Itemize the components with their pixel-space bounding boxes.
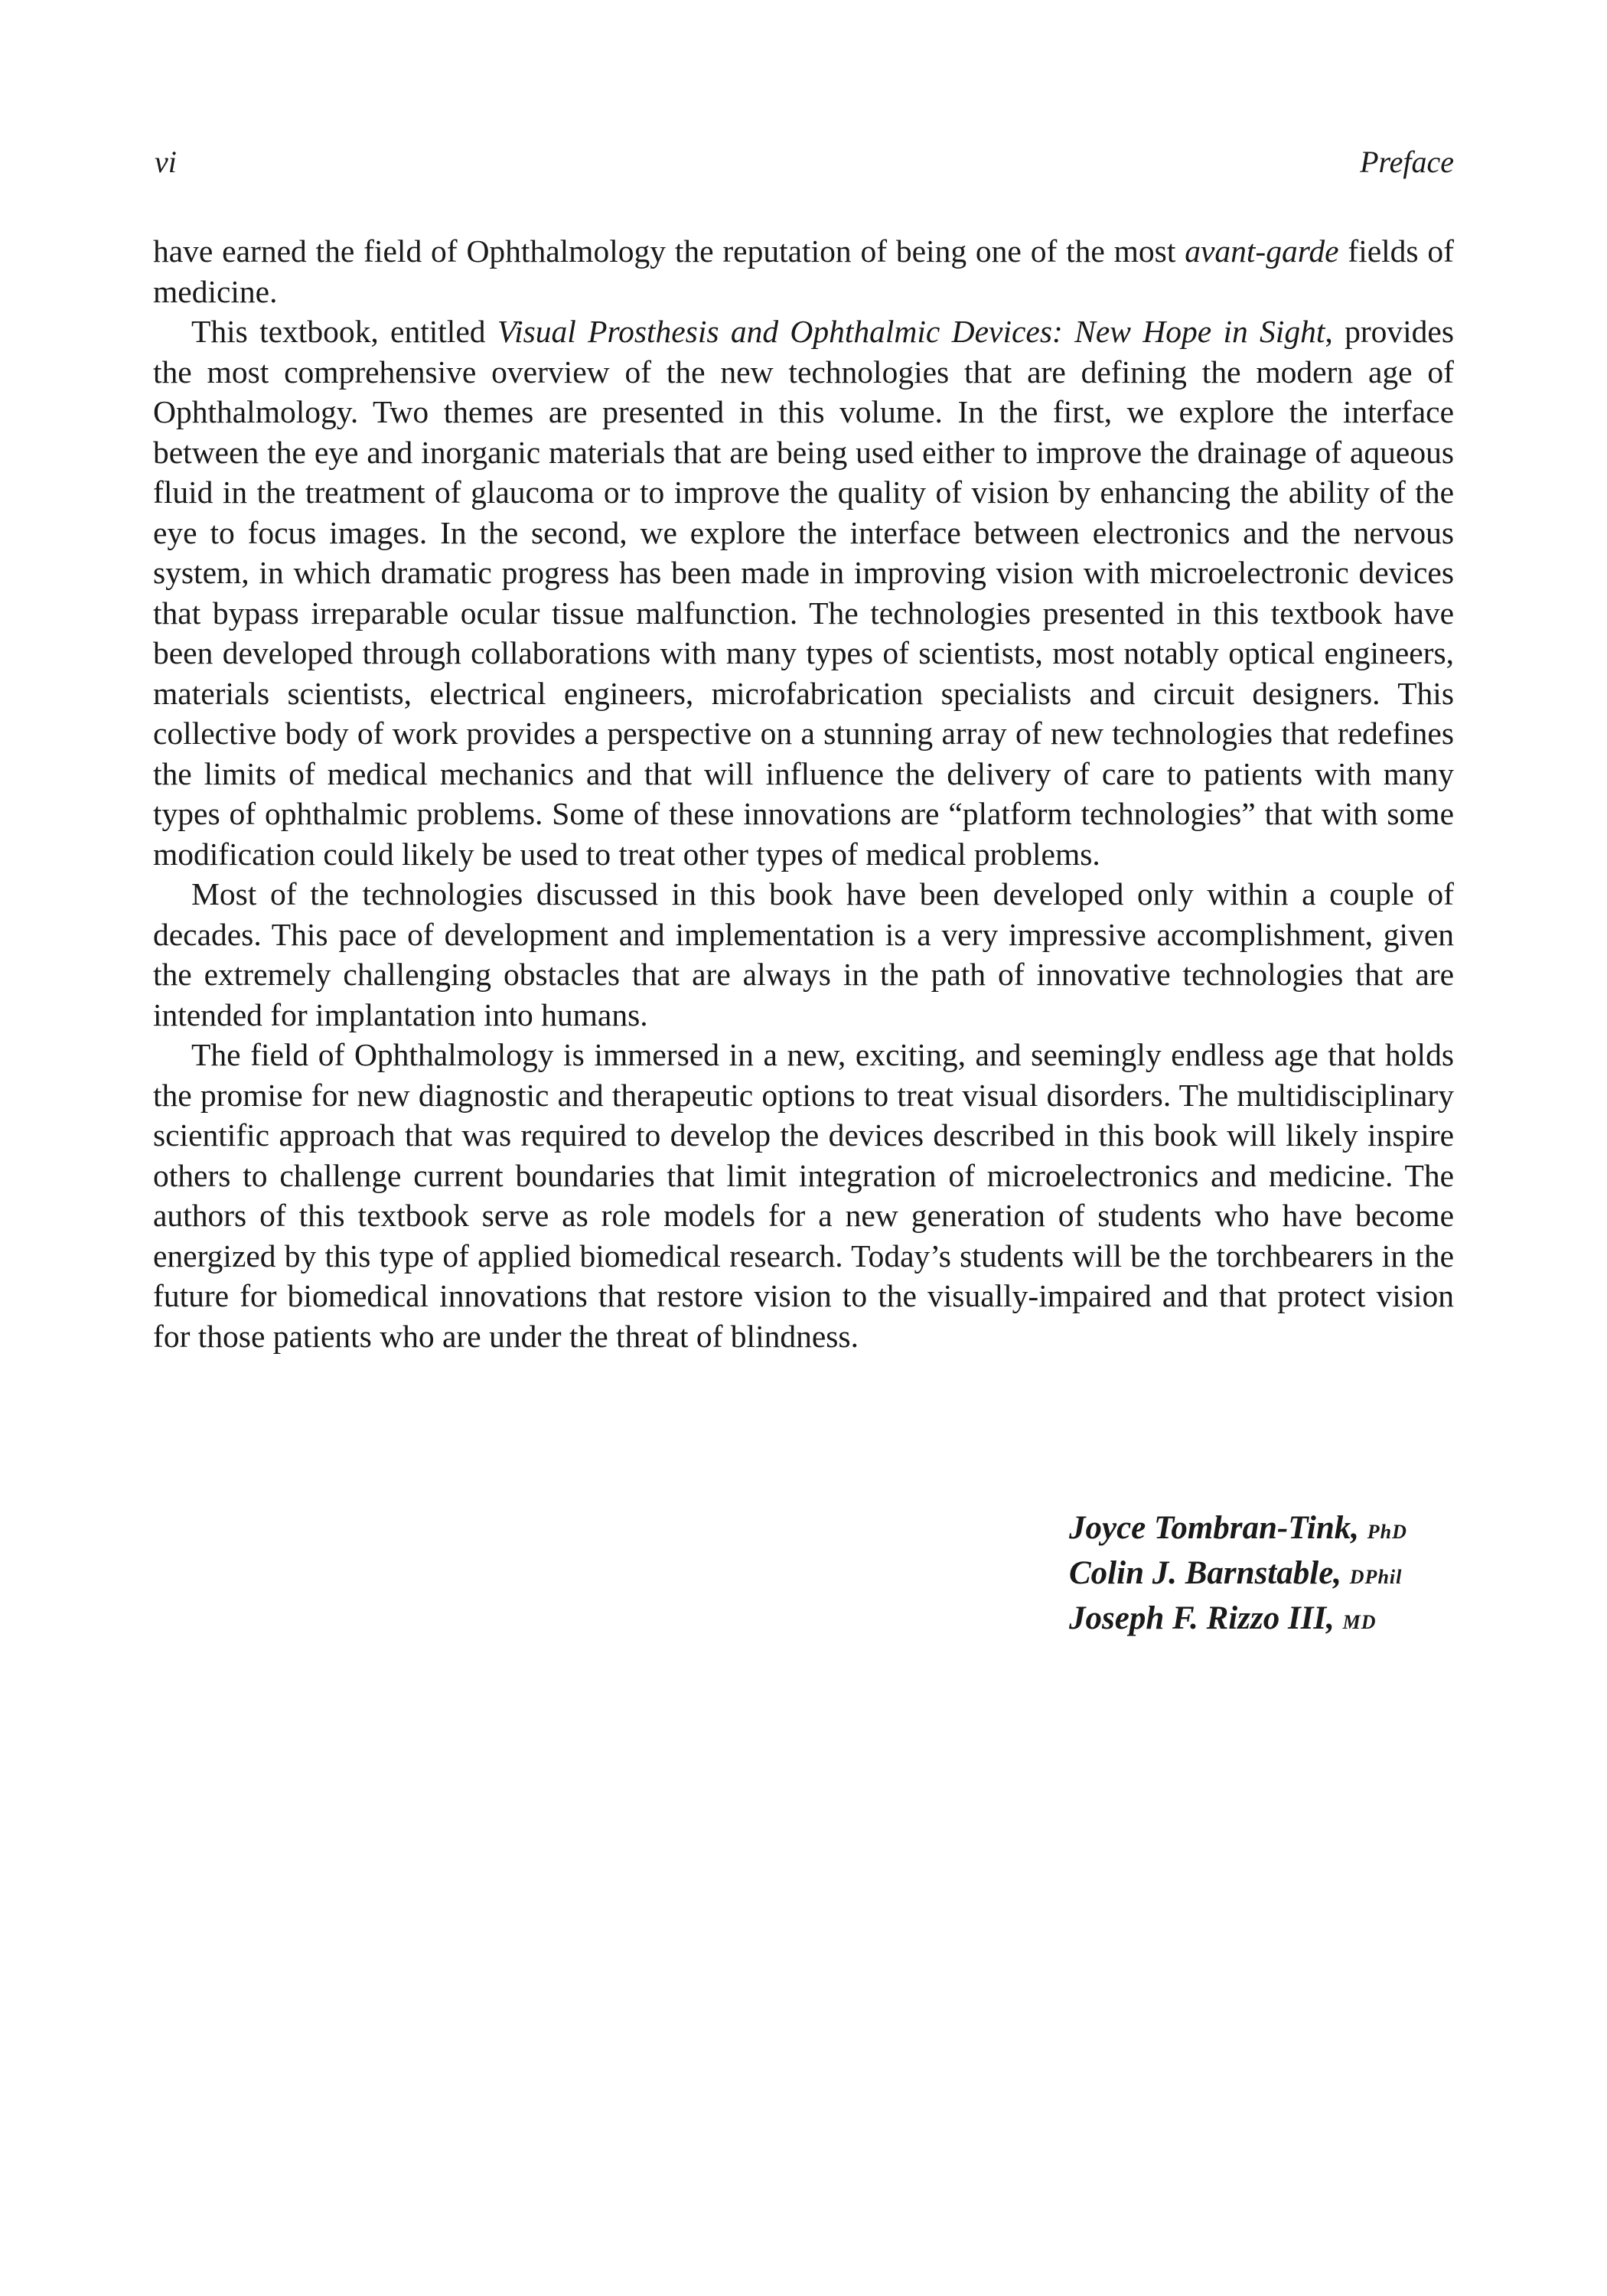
paragraph-2	[153, 311, 1454, 874]
paragraph-1-text-b: fields of medicine.	[153, 233, 1454, 309]
signature-3	[1069, 1598, 1467, 1643]
signature-1-name: Joyce Tombran-Tink,	[1069, 1510, 1360, 1546]
signature-2-degree: DPhil	[1349, 1566, 1403, 1588]
paragraph-1-text-a: have earned the field of Ophthalmology the reputation of being one of the most	[153, 233, 1185, 269]
paragraph-2-text-b: , provides the most comprehensive overview of the new technologies that are defining the modern age of Ophthalmology. Two themes are presented in this volume. In the first, we explore the interface between the eye and inorganic materials that are being used either to improve the drainage of aqueous fluid in the treatment of glaucoma or to improve the quality of vision by enhancing the ability of the eye to focus images. In the second, we explore the interface between electronics and the nervous system, in which dramatic progress has been made in improving vision with microelectronic devices that bypass irreparable ocular tissue malfunction. The technologies presented in this textbook have been developed through collaborations with many types of scientists, most notably optical engineers, materials scientists, electrical engineers, microfabrication specialists and circuit designers. This collective body of work provides a perspective on a stunning array of new technologies that redefines the limits of medical mechanics and that will influence the delivery of care to patients with many types of ophthalmic problems. Some of these innovations are “platform technologies” that with some modification could likely be used to treat other types of medical problems.	[153, 314, 1454, 872]
signature-1-degree: PhD	[1367, 1521, 1407, 1543]
signature-3-degree: MD	[1342, 1611, 1377, 1633]
page-number: vi	[155, 145, 177, 179]
paragraph-1	[153, 231, 1454, 311]
signature-2	[1069, 1553, 1467, 1598]
paragraph-2-text-a: This textbook, entitled	[191, 314, 497, 349]
preface-body	[153, 231, 1454, 1356]
paragraph-1-emphasis: avant-garde	[1185, 233, 1339, 269]
signature-1	[1069, 1508, 1467, 1553]
running-head	[153, 144, 1454, 190]
signature-3-name: Joseph F. Rizzo III,	[1069, 1600, 1335, 1636]
paragraph-3: Most of the technologies discussed in this book have been developed only within a couple of decades. This pace of development and implementation is a very impressive accomplishment, given the extremely challenging obstacles that are always in the path of innovative technologies that are intended for implantation into humans.	[153, 876, 1454, 1032]
paragraph-4: The field of Ophthalmology is immersed in a new, exciting, and seemingly endless age that holds the promise for new diagnostic and therapeutic options to treat visual disorders. The multidisciplinary scientific approach that was required to develop the devices described in this book will likely inspire others to challenge current boundaries that limit integration of microelectronics and medicine. The authors of this textbook serve as role models for a new generation of students who have become energized by this type of applied biomedical research. Today’s students will be the torchbearers in the future for biomedical innovations that restore vision to the visually-impaired and that protect vision for those patients who are under the threat of blindness.	[153, 1037, 1454, 1354]
book-title: Visual Prosthesis and Ophthalmic Devices: New Hope in Sight	[497, 314, 1325, 349]
section-title: Preface	[1360, 145, 1454, 179]
signature-block	[1069, 1508, 1467, 1643]
signature-2-name: Colin J. Barnstable,	[1069, 1555, 1342, 1591]
